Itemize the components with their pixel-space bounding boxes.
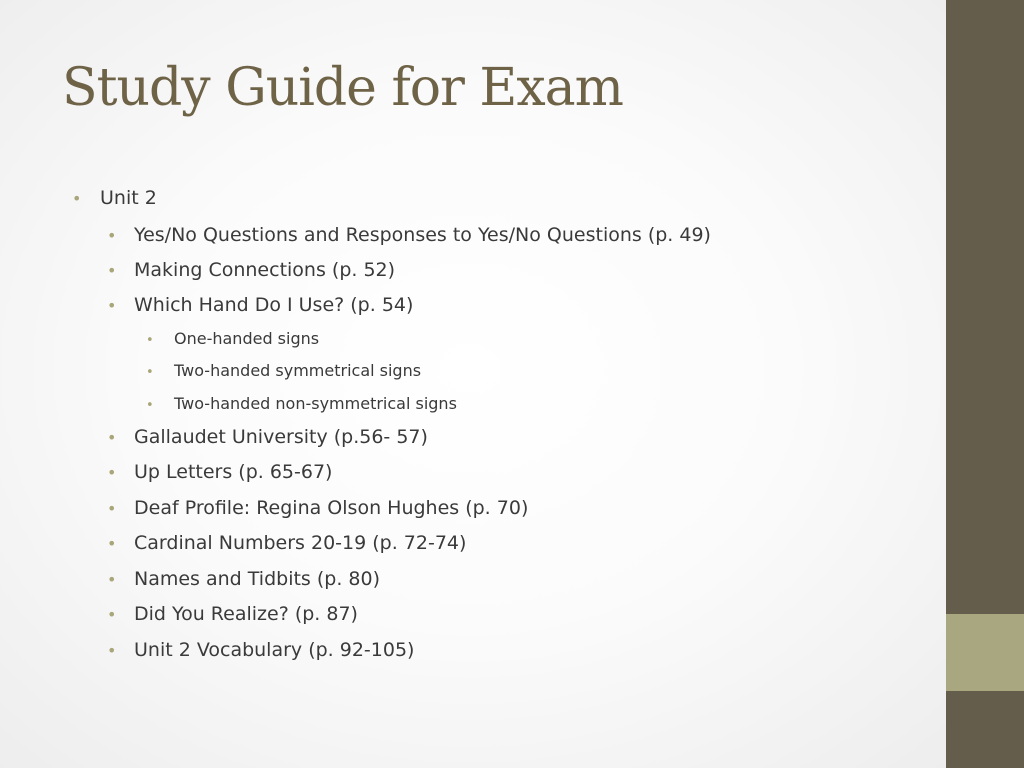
list-item (107, 532, 466, 554)
list-item-text: Two-handed non-symmetrical signs (174, 394, 457, 413)
bullet-icon: • (146, 333, 154, 348)
sidebar-accent-block (946, 614, 1024, 691)
list-item-text: Making Connections (p. 52) (134, 259, 396, 281)
list-item (107, 497, 528, 519)
bullet-icon: • (107, 296, 117, 315)
bullet-icon: • (146, 365, 154, 380)
list-item (107, 259, 395, 281)
list-item (107, 461, 332, 483)
list-item-text: Unit 2 Vocabulary (p. 92-105) (134, 639, 415, 661)
bullet-icon: • (107, 261, 117, 280)
list-item (146, 361, 421, 380)
bullet-icon: • (107, 641, 117, 660)
list-item-text: Two-handed symmetrical signs (174, 361, 422, 380)
bullet-icon: • (107, 463, 117, 482)
list-item-text: Yes/No Questions and Responses to Yes/No Questions (p. 49) (134, 224, 711, 246)
list-item (72, 187, 157, 209)
bullet-icon: • (107, 605, 117, 624)
list-item (107, 426, 428, 448)
bullet-icon: • (72, 189, 82, 208)
list-item (146, 394, 457, 413)
list-item (146, 329, 319, 348)
list-item (107, 568, 380, 590)
list-item-text: Up Letters (p. 65-67) (134, 461, 333, 483)
list-item-text: Which Hand Do I Use? (p. 54) (134, 294, 414, 316)
bullet-icon: • (107, 226, 117, 245)
bullet-icon: • (107, 534, 117, 553)
list-item-text: Gallaudet University (p.56- 57) (134, 426, 428, 448)
bullet-icon: • (107, 570, 117, 589)
bullet-icon: • (107, 499, 117, 518)
list-item (107, 224, 711, 246)
list-item (107, 639, 414, 661)
slide-title: Study Guide for Exam (62, 58, 623, 118)
bullet-icon: • (146, 398, 154, 413)
list-item-text: One-handed signs (174, 329, 320, 348)
bullet-icon: • (107, 428, 117, 447)
list-item-text: Unit 2 (100, 187, 157, 209)
list-item-text: Cardinal Numbers 20-19 (p. 72-74) (134, 532, 467, 554)
list-item-text: Names and Tidbits (p. 80) (134, 568, 381, 590)
list-item (107, 294, 413, 316)
list-item (107, 603, 358, 625)
list-item-text: Did You Realize? (p. 87) (134, 603, 358, 625)
decorative-sidebar (946, 0, 1024, 768)
list-item-text: Deaf Profile: Regina Olson Hughes (p. 70) (134, 497, 529, 519)
